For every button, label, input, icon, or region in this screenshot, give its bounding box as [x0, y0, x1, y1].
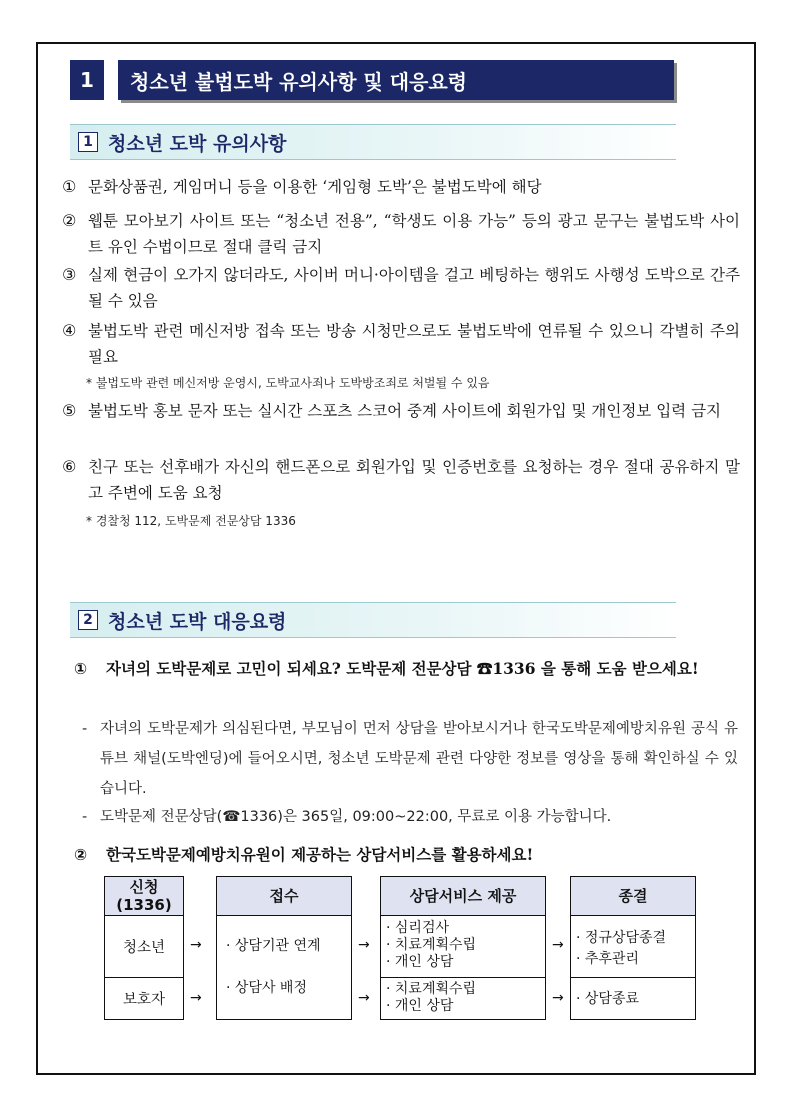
flow-applicant-youth: 청소년: [122, 940, 166, 956]
flow-intake-item-2: · 상담사 배정: [226, 980, 307, 996]
response-detail-2: [82, 802, 738, 832]
response-detail-1: [82, 714, 738, 804]
heading-marker: ②: [74, 846, 88, 864]
flow-service-item: · 심리검사: [386, 920, 449, 936]
flow-service-item: · 개인 상담: [386, 954, 454, 970]
flow-closing-item: · 정규상담종결: [576, 930, 667, 946]
main-header-number: 1: [70, 60, 104, 100]
item-text: 불법도박 홍보 문자 또는 실시간 스포츠 스코어 중계 사이트에 회원가입 및 개인정보 입력 금지: [88, 402, 722, 420]
flow-header-closing: 종결: [570, 876, 696, 916]
item-marker: ③: [62, 265, 77, 284]
dash-marker: -: [82, 809, 88, 825]
flow-closing-item: · 상담종료: [576, 991, 639, 1007]
caution-note-1: * 불법도박 관련 메신저방 운영시, 도박교사죄나 도박방조죄로 처벌될 수 있음: [86, 376, 490, 390]
flow-service-item: · 치료계획수립: [386, 937, 477, 953]
item-marker: ⑤: [62, 401, 77, 420]
flow-service-group-2: [386, 981, 476, 1015]
flow-header-service: 상담서비스 제공: [380, 876, 546, 916]
item-marker: ④: [62, 321, 77, 340]
section2-header: [70, 602, 676, 638]
detail-text: 도박문제 전문상담(☎1336)은 365일, 09:00~22:00, 무료로 이용 가능합니다.: [100, 809, 612, 825]
heading-text: 자녀의 도박문제로 고민이 되세요? 도박문제 전문상담 ☎1336 을 통해 도움 받으세요!: [106, 659, 699, 678]
flow-service-item: · 치료계획수립: [386, 981, 477, 997]
flow-closing-item: · 추후관리: [576, 951, 639, 967]
flow-closing-group-2: [576, 991, 639, 1008]
flow-arrow-icon: →: [358, 990, 370, 1006]
item-marker: ①: [62, 177, 77, 196]
flow-intake-item-1: · 상담기관 연계: [226, 938, 321, 954]
item-marker: ⑥: [62, 457, 77, 476]
item-marker: ②: [62, 211, 77, 230]
section1-title: 청소년 도박 유의사항: [108, 132, 287, 155]
caution-item-3: [62, 262, 740, 314]
section2-number: 2: [78, 610, 98, 630]
flow-arrow-icon: →: [190, 990, 202, 1006]
flow-header-apply: 신청 (1336): [104, 876, 184, 916]
caution-item-5: [62, 398, 740, 424]
item-text: 실제 현금이 오가지 않더라도, 사이버 머니·아이템을 걸고 베팅하는 행위도 사행성 도박으로 간주 될 수 있음: [88, 266, 740, 310]
flow-divider: [380, 977, 546, 978]
flow-arrow-icon: →: [358, 937, 370, 953]
heading-text: 한국도박문제예방치유원이 제공하는 상담서비스를 활용하세요!: [106, 845, 534, 864]
item-text: 웹툰 모아보기 사이트 또는 “청소년 전용”, “학생도 이용 가능” 등의 광고 문구는 불법도박 사이트 유인 수법이므로 절대 클릭 금지: [88, 212, 740, 256]
caution-item-6: [62, 454, 740, 506]
flow-arrow-icon: →: [552, 937, 564, 953]
flow-service-group-1: [386, 920, 476, 971]
caution-item-1: [62, 174, 740, 200]
caution-item-2: [62, 208, 740, 260]
item-text: 문화상품권, 게임머니 등을 이용한 ‘게임형 도박’은 불법도박에 해당: [88, 178, 542, 196]
dash-marker: -: [82, 721, 88, 737]
main-header-title: 청소년 불법도박 유의사항 및 대응요령: [118, 60, 674, 100]
heading-marker: ①: [74, 660, 88, 678]
response-heading-2: [74, 842, 738, 868]
flow-closing-group-1: [576, 928, 666, 970]
response-heading-1: [74, 656, 738, 682]
section1-number: 1: [78, 132, 98, 152]
caution-note-2: * 경찰청 112, 도박문제 전문상담 1336: [86, 514, 296, 528]
item-text: 친구 또는 선후배가 자신의 핸드폰으로 회원가입 및 인증번호를 요청하는 경우 절대 공유하지 말고 주변에 도움 요청: [88, 458, 740, 502]
flow-service-item: · 개인 상담: [386, 998, 454, 1014]
section2-title: 청소년 도박 대응요령: [108, 610, 287, 633]
flow-arrow-icon: →: [190, 937, 202, 953]
main-header: [70, 60, 674, 100]
caution-item-4: [62, 318, 740, 370]
section1-header: [70, 124, 676, 160]
flow-header-intake: 접수: [216, 876, 352, 916]
flow-arrow-icon: →: [552, 990, 564, 1006]
item-text: 불법도박 관련 메신저방 접속 또는 방송 시청만으로도 불법도박에 연류될 수 있으니 각별히 주의 필요: [88, 322, 740, 366]
flow-applicant-guardian: 보호자: [122, 992, 166, 1008]
detail-text: 자녀의 도박문제가 의심된다면, 부모님이 먼저 상담을 받아보시거나 한국도박문제예방치유원 공식 유튜브 채널(도박엔딩)에 들어오시면, 청소년 도박문제 관련 다양한 정보를 영상을 통해 확인하실 수 있습니다.: [100, 721, 738, 797]
flow-divider: [570, 977, 696, 978]
